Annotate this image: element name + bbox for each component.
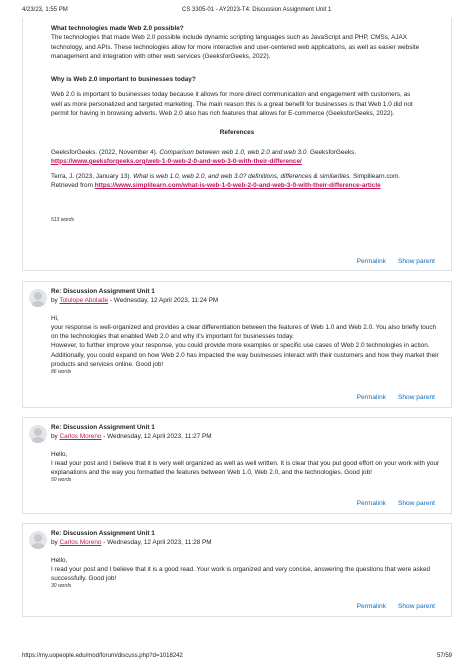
reply-post (22, 417, 452, 514)
word-count: 50 words (51, 477, 72, 484)
reference-2-link[interactable]: https://www.simplilearn.com/what-is-web-1-0-web-2-0-and-web-3-0-with-their-difference-article (94, 182, 381, 190)
post-actions (345, 602, 435, 612)
reply-post (22, 281, 452, 408)
reference-1-link[interactable]: https://www.geeksforgeeks.org/web-1-0-web-2-0-and-web-3-0-with-their-difference/ (51, 157, 302, 165)
post-greeting: Hello, (51, 556, 68, 564)
reference-1 (51, 148, 423, 167)
reference-1-publisher: GeeksforGeeks. (308, 148, 357, 156)
post-actions (345, 257, 435, 267)
show-parent-link[interactable]: Show parent (397, 500, 435, 507)
permalink-link[interactable]: Permalink (356, 603, 386, 610)
post-body (51, 556, 441, 591)
post-body (51, 314, 441, 377)
author-link[interactable]: Carlos Moreno (59, 539, 102, 547)
post-byline (51, 296, 441, 305)
post-text: I read your post and I believe that it is very well organized as well as well written. It is clear that you put good effort on your work with your explanations and the way you formatted the features between Web 1.0, Web 2.0, and the technologies. Good job! (51, 459, 440, 477)
permalink-link[interactable]: Permalink (356, 394, 386, 401)
permalink-link[interactable]: Permalink (356, 258, 386, 265)
post-actions (345, 393, 435, 403)
reference-1-title: Comparison between web 1.0, web 2.0 and web 3.0. (159, 148, 309, 156)
reference-1-author: GeeksforGeeks. (2022, November 4). (51, 148, 160, 156)
reference-2 (51, 172, 423, 191)
avatar[interactable] (29, 289, 47, 307)
word-count: 30 words (51, 583, 72, 590)
post-subject: Re: Discussion Assignment Unit 1 (51, 288, 155, 295)
references-title: References (219, 129, 255, 137)
post-body (51, 450, 441, 485)
post-subject: Re: Discussion Assignment Unit 1 (51, 530, 155, 537)
post-text-2: However, to further improve your response, you could provide more examples or specific use cases of Web 2.0 technologies in action. Additionally, you could expand on how Web 2.0 has impacted the way businesses interact with their customers and how they market their products and services online. Good job! (51, 342, 439, 368)
question-heading-1: What technologies made Web 2.0 possible? (51, 25, 184, 32)
show-parent-link[interactable]: Show parent (397, 258, 435, 265)
post-date: - Wednesday, 12 April 2023, 11:28 PM (101, 539, 212, 547)
show-parent-link[interactable]: Show parent (397, 603, 435, 610)
post-date: - Wednesday, 12 April 2023, 11:27 PM (101, 433, 212, 441)
post-text: I read your post and I believe that it is a good read. Your work is organized and very concise, answering the questions that were asked successfully. Good job! (51, 565, 431, 583)
original-post (22, 18, 452, 271)
byline-prefix: by (51, 433, 60, 441)
print-header (22, 6, 452, 16)
post-subject: Re: Discussion Assignment Unit 1 (51, 424, 155, 431)
print-date: 4/23/23, 1:55 PM (22, 7, 68, 13)
answer-paragraph-1: The technologies that made Web 2.0 possible include dynamic scripting languages such as JavaScript and PHP, CMSs, AJAX technology, and APIs. These technologies allow for more interactive and user-centered web applications, as well as easier website management and integration with other web services (GeeksforGeeks, 2022). (51, 34, 420, 60)
reference-2-title: What is web 1.0, web 2.0, and web 3.0? definitions, differences & similarities. (133, 173, 352, 181)
author-link[interactable]: Carlos Moreno (59, 433, 102, 441)
question-heading-2: Why is Web 2.0 important to businesses today? (51, 76, 196, 84)
print-url: https://my.uopeople.edu/mod/forum/discuss.php?d=1018242 (22, 653, 183, 659)
reference-2-publisher: Simplilearn.com. Retrieved from (51, 173, 401, 190)
post-byline (51, 538, 441, 547)
word-count: 513 words (51, 216, 75, 223)
reply-post (22, 523, 452, 617)
author-link[interactable]: Tolulope Abolade (59, 297, 109, 305)
post-actions (345, 499, 435, 509)
page-number: 57/59 (436, 653, 452, 659)
reference-2-author: Terra, J. (2023, January 13). (51, 173, 134, 181)
post-greeting: Hello, (51, 450, 68, 458)
post-date: - Wednesday, 12 April 2023, 11:24 PM (108, 297, 219, 305)
print-title: CS 3305-01 - AY2023-T4: Discussion Assignment Unit 1 (182, 7, 332, 13)
byline-prefix: by (51, 539, 60, 547)
answer-paragraph-2: Web 2.0 is important to businesses today because it allows for more direct communication and engagement with customers, as well as more personalized and targeted marketing. The main reason this is a great benefit for businesses is that Web 1.0 did not permit for having in browsing adverts. Web 2.0 also has rich features that allows for E-commerce (GeeksforGeeks, 2022). (51, 91, 413, 117)
post-greeting: Hi, (51, 314, 59, 322)
avatar[interactable] (29, 531, 47, 549)
post-byline (51, 432, 441, 441)
avatar[interactable] (29, 425, 47, 443)
word-count: 86 words (51, 369, 72, 376)
print-footer (22, 652, 452, 662)
show-parent-link[interactable]: Show parent (397, 394, 435, 401)
post-text: your response is well-organized and provides a clear differentiation between the features of Web 1.0 and Web 2.0. You also briefly touch on the technologies that enabled Web 2.0 and why it's important for businesses today. (51, 323, 437, 341)
permalink-link[interactable]: Permalink (356, 500, 386, 507)
byline-prefix: by (51, 297, 60, 305)
